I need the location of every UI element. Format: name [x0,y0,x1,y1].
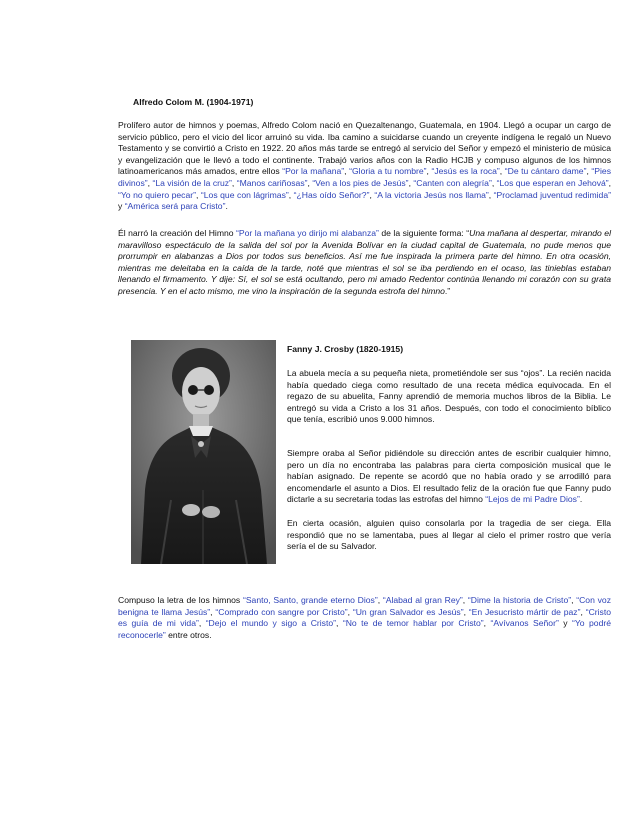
hymn-title: “Alabad al gran Rey” [382,595,463,605]
section-title-fanny-crosby: Fanny J. Crosby (1820-1915) [287,344,404,354]
hymn-title: “Gloria a tu nombre” [349,166,427,177]
hymn-title: “Jesús es la roca” [431,166,500,177]
hymn-title: “Avívanos Señor” [490,618,559,629]
crosby-bio-paragraph-1: La abuela mecía a su pequeña nieta, prometiéndole ser sus “ojos”. La recién nacida había quedado ciega como resultado de una receta médica equivocada. En el regazo de su abuelita, Fanny aprendió de memoria muchos libros de la Biblia. Le entregó su vida a Cristo a los 31 años. Después, con todo el conocimiento bíblico que tenía, escribió unos 9.000 himnos. [287,368,611,425]
hymn-title: “Por la mañana yo dirijo mi alabanza” [236,228,379,238]
hymn-title: “En Jesucristo mártir de paz” [468,606,581,617]
hymn-title: “Lejos de mi Padre Dios” [485,494,580,505]
hymn-title: “Proclamad juventud redimida” [493,189,611,200]
hymn-title: “Yo podré reconocerle” [118,618,612,640]
hymn-title: “Los que con lágrimas” [200,189,289,200]
hymn-title: “Por la mañana” [282,166,345,177]
hymn-title: “Pies divinos” [118,166,611,188]
hymn-title: “América será para Cristo” [124,201,226,212]
hymn-title: “Yo no quiero pecar” [118,189,196,200]
section-title-alfredo-colom: Alfredo Colom M. (1904-1971) [133,97,254,107]
crosby-bio-paragraph-3: En cierta ocasión, alguien quiso consolarla por la tragedia de ser ciega. Ella respondió que no se lamentaba, pues al llegar al cielo el primer rostro que vería sería el de su Salvador. [287,518,611,552]
colom-bio-paragraph: Prolífero autor de himnos y poemas, Alfredo Colom nació en Quezaltenango, Guatemala, en 1904. Llegó a ocupar un cargo de servicio público, pero el vicio del licor arruinó su vida. Iba camino a suicidarse cuando un creyente indígena le regaló un Nuevo Testamento y se convirtió a Cristo en 1922. 20 años más tarde se entregó al servicio del Señor y empezó el ministerio de música y evangelización que le llevó a todo el continente. Trabajó varios años con la Radio HCJB y compuso algunos de los himnos latinoamericanos más amados, entre ellos “Por la mañana”, “Gloria a tu nombre”, “Jesús es la roca”, “De tu cántaro dame”, “Pies divinos”, “La visión de la cruz”, “Manos cariñosas”, “Ven a los pies de Jesús”, “Canten con alegría”, “Los que esperan en Jehová”, “Yo no quiero pecar”, “Los que con lágrimas”, “¿Has oído Señor?”, “A la victoria Jesús nos llama”, “Proclamad juventud redimida” y “América será para Cristo”. [118,120,612,212]
colom-hymn-story-paragraph: Él narró la creación del Himno “Por la mañana yo dirijo mi alabanza” de la siguiente forma: “Una mañana al despertar, mirando el maravilloso espectáculo de la salida del sol por la Avenida Bolívar en la ciudad capital de Guatemala, no pude menos que prorrumpir en alabanzas a Dios por todos sus beneficios. Así me fue inspirada la primera parte del himno. En otra ocasión, mientras me deleitaba en la caída de la tarde, noté que mientras el sol se iba perdiendo en el ocaso, las tinieblas estaban llenando el firmamento. Y dije: Sí, el sol se está ocultando, pero mi amado Redentor continúa llenando mi corazón con su grata presencia. Y en el acto mismo, me vino la inspiración de la segunda estrofa del himno.” [118,228,611,296]
crosby-hymns-paragraph: Compuso la letra de los himnos “Santo, Santo, grande eterno Dios”, “Alabad al gran Rey”, “Dime la historia de Cristo”, “Con voz benigna te llama Jesús”, “Comprado con sangre por Cristo”, “Un gran Salvador es Jesús”, “En Jesucristo mártir de paz”, “Cristo es guía de mi vida”, “Dejo el mundo y sigo a Cristo”, “No te de temor hablar por Cristo”, “Avívanos Señor” y “Yo podré reconocerle” entre otros. [118,595,612,640]
hymn-title: “Manos cariñosas” [236,177,308,188]
hymn-title: “La visión de la cruz” [152,177,232,188]
hymn-title: “Cristo es guía de mi vida” [118,606,612,629]
colom-quote: Una mañana al despertar, mirando el maravilloso espectáculo de la salida del sol por la Avenida Bolívar en la ciudad capital de Guatemala, no pude menos que prorrumpir en alabanzas a Dios por todos sus beneficios. Así me fue inspirada la primera parte del himno. En otra ocasión, mientras me deleitaba en la caída de la tarde, noté que mientras el sol se iba perdiendo en el ocaso, las tinieblas estaban llenando el firmamento. Y dije: Sí, el sol se está ocultando, pero mi amado Redentor continúa llenando mi corazón con su grata presencia. Y en el acto mismo, me vino la inspiración de la segunda estrofa del himno [118,228,611,296]
hymn-title: “Dime la historia de Cristo” [467,595,572,605]
hymn-title: “Ven a los pies de Jesús” [312,177,409,188]
hymn-title: “¿Has oído Señor?” [293,189,370,200]
hymn-title: “De tu cántaro dame” [504,166,587,177]
portrait-illustration [131,340,276,564]
hymn-title: “Canten con alegría” [413,177,492,188]
portrait-photo-fanny-crosby [131,340,276,564]
crosby-bio-paragraph-2: Siempre oraba al Señor pidiéndole su dirección antes de escribir cualquier himno, pero un día no encontraba las palabras para cierta composición musical que le habían asignado. De repente se acordó que no había orado y se arrodilló para encomendarle el asunto a Dios. El resultado feliz de la oración fue que Fanny pudo dictarle a su secretaria todas las estrofas del himno “Lejos de mi Padre Dios”. [287,448,611,505]
hymn-title: “No te de temor hablar por Cristo” [342,618,484,629]
hymn-title: “Un gran Salvador es Jesús” [352,606,464,617]
hymn-title: “A la victoria Jesús nos llama” [374,189,489,200]
hymn-title: “Dejo el mundo y sigo a Cristo” [205,618,336,629]
hymn-title: “Santo, Santo, grande eterno Dios” [242,595,378,605]
hymn-title: “Con voz benigna te llama Jesús” [118,595,611,617]
hymn-title: “Comprado con sangre por Cristo” [215,606,348,617]
hymn-title: “Los que esperan en Jehová” [496,177,609,188]
